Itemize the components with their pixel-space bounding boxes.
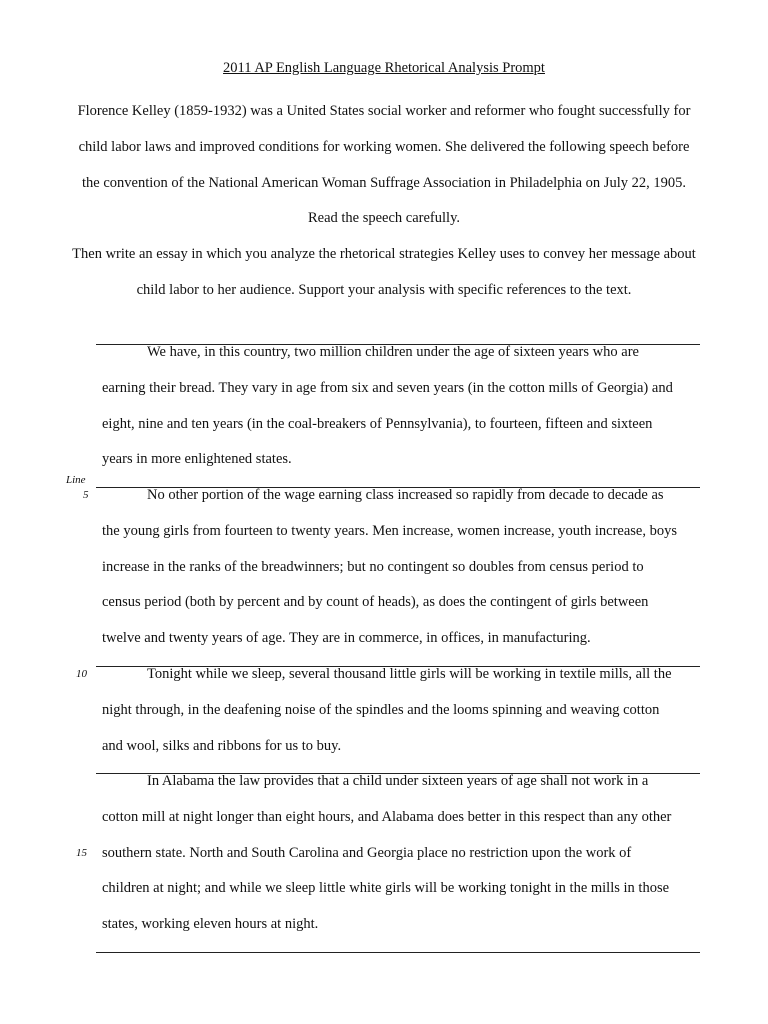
- paragraph-line: Tonight while we sleep, several thousand little girls will be working in textile mills, all the: [147, 666, 672, 682]
- intro-line: child labor to her audience. Support your analysis with specific references to the text.: [136, 281, 632, 298]
- intro-line: Florence Kelley (1859-1932) was a United States social worker and reformer who fought successfully for: [77, 103, 691, 119]
- speech-paragraph-4: [102, 764, 702, 943]
- prompt-intro: [50, 94, 718, 309]
- paragraph-line: increase in the ranks of the breadwinners; but no contingent so doubles from census period to: [102, 558, 644, 575]
- paragraph-line: years in more enlightened states.: [102, 451, 292, 468]
- line-label-word: Line: [66, 474, 86, 486]
- document-title: 2011 AP English Language Rhetorical Analysis Prompt: [223, 60, 545, 76]
- intro-line: Then write an essay in which you analyze the rhetorical strategies Kelley uses to convey her message about: [72, 246, 696, 263]
- paragraph-line: southern state. North and South Carolina and Georgia place no restriction upon the work of: [102, 844, 632, 861]
- speech-paragraph-1: [102, 335, 702, 478]
- intro-line: Read the speech carefully.: [307, 210, 461, 227]
- paragraph-line: earning their bread. They vary in age from six and seven years (in the cotton mills of Georgia) and: [102, 379, 673, 396]
- paragraph-line: children at night; and while we sleep little white girls will be working tonight in the mills in those: [102, 880, 670, 897]
- line-number-15: 15: [76, 847, 87, 859]
- paragraph-line: cotton mill at night longer than eight hours, and Alabama does better in this respect than any other: [102, 808, 672, 825]
- paragraph-line: the young girls from fourteen to twenty years. Men increase, women increase, youth increase, boys: [102, 522, 677, 539]
- line-number-5: 5: [83, 489, 89, 501]
- paragraph-line: night through, in the deafening noise of the spindles and the looms spinning and weaving cotton: [102, 701, 660, 718]
- paragraph-line: and wool, silks and ribbons for us to buy.: [102, 737, 342, 754]
- speech-paragraph-2: [102, 478, 702, 657]
- line-number-10: 10: [76, 668, 87, 680]
- paragraph-divider: [96, 952, 700, 953]
- paragraph-line: We have, in this country, two million children under the age of sixteen years who are: [147, 344, 639, 360]
- intro-line: the convention of the National American Woman Suffrage Association in Philadelphia on July 22, 1905.: [82, 174, 686, 191]
- speech-paragraph-3: [102, 657, 702, 764]
- paragraph-line: In Alabama the law provides that a child under sixteen years of age shall not work in a: [147, 773, 649, 789]
- paragraph-line: eight, nine and ten years (in the coal-breakers of Pennsylvania), to fourteen, fifteen and sixteen: [102, 415, 653, 432]
- paragraph-line: states, working eleven hours at night.: [102, 916, 319, 933]
- paragraph-line: No other portion of the wage earning class increased so rapidly from decade to decade as: [147, 487, 664, 503]
- intro-line: child labor laws and improved conditions for working women. She delivered the following speech before: [78, 138, 690, 155]
- paragraph-line: census period (both by percent and by count of heads), as does the contingent of girls between: [102, 594, 649, 611]
- paragraph-line: twelve and twenty years of age. They are in commerce, in offices, in manufacturing.: [102, 630, 591, 647]
